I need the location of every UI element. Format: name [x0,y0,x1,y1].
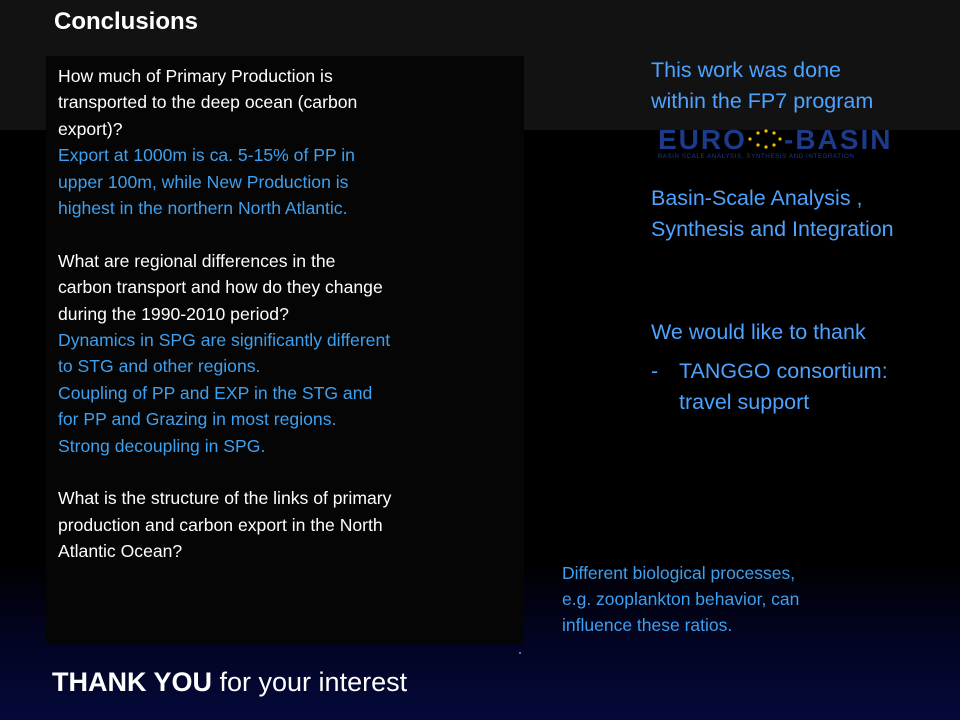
question-3-line-1: What is the structure of the links of primary [58,488,392,509]
stray-dot [519,652,521,654]
question-1-line-3: export)? [58,118,123,139]
logo-star-ring [748,129,781,148]
thanks-heading: We would like to thank [651,320,866,344]
bio-note [562,560,799,638]
footer-strong: THANK YOU [52,667,213,697]
questions-panel [46,56,524,644]
question-2-line-1: What are regional differences in the [58,250,336,271]
footer-thanks [52,667,407,698]
question-2-line-2: carbon transport and how do they change [58,277,383,298]
question-3-line-3: Atlantic Ocean? [58,541,183,562]
basin-desc-line-2: Synthesis and Integration [651,216,894,241]
bio-note-line-1: Different biological processes, [562,563,796,583]
euro-basin-logo [658,124,914,160]
logo-tagline: BASIN SCALE ANALYSIS, SYNTHESIS AND INTEGRATION [658,153,855,160]
answer-2-line-5: Strong decoupling in SPG. [58,435,266,456]
logo-text-right: -BASIN [784,124,893,155]
answer-1-line-1: Export at 1000m is ca. 5-15% of PP in [58,145,355,166]
bio-note-line-3: influence these ratios. [562,615,733,635]
answer-2-line-2: to STG and other regions. [58,356,261,377]
funding-line-1: This work was done [651,58,841,82]
funding-note [651,55,873,116]
answer-2-line-1: Dynamics in SPG are significantly different [58,330,391,351]
thanks-item-line-2: travel support [679,389,810,414]
thanks-list-item [651,356,888,417]
basin-desc-line-1: Basin-Scale Analysis , [651,186,863,210]
logo-text-left: EURO [658,124,747,155]
answer-2-line-3: Coupling of PP and EXP in the STG and [58,382,373,403]
funding-line-2: within the FP7 program [651,88,874,113]
answer-1-line-3: highest in the northern North Atlantic. [58,198,348,219]
question-3-line-2: production and carbon export in the North [58,514,383,535]
question-1-line-1: How much of Primary Production is [58,66,333,86]
bullet-dash: - [651,359,659,383]
question-2-line-3: during the 1990-2010 period? [58,303,289,324]
answer-1-line-2: upper 100m, while New Production is [58,171,349,192]
thanks-item-line-1: TANGGO consortium: [679,359,888,383]
slide-title: Conclusions [54,8,199,35]
basin-description [651,183,894,244]
bio-note-line-2: e.g. zooplankton behavior, can [562,589,800,609]
question-1-line-2: transported to the deep ocean (carbon [58,92,358,113]
footer-rest: for your interest [212,667,408,697]
answer-2-line-4: for PP and Grazing in most regions. [58,409,337,430]
